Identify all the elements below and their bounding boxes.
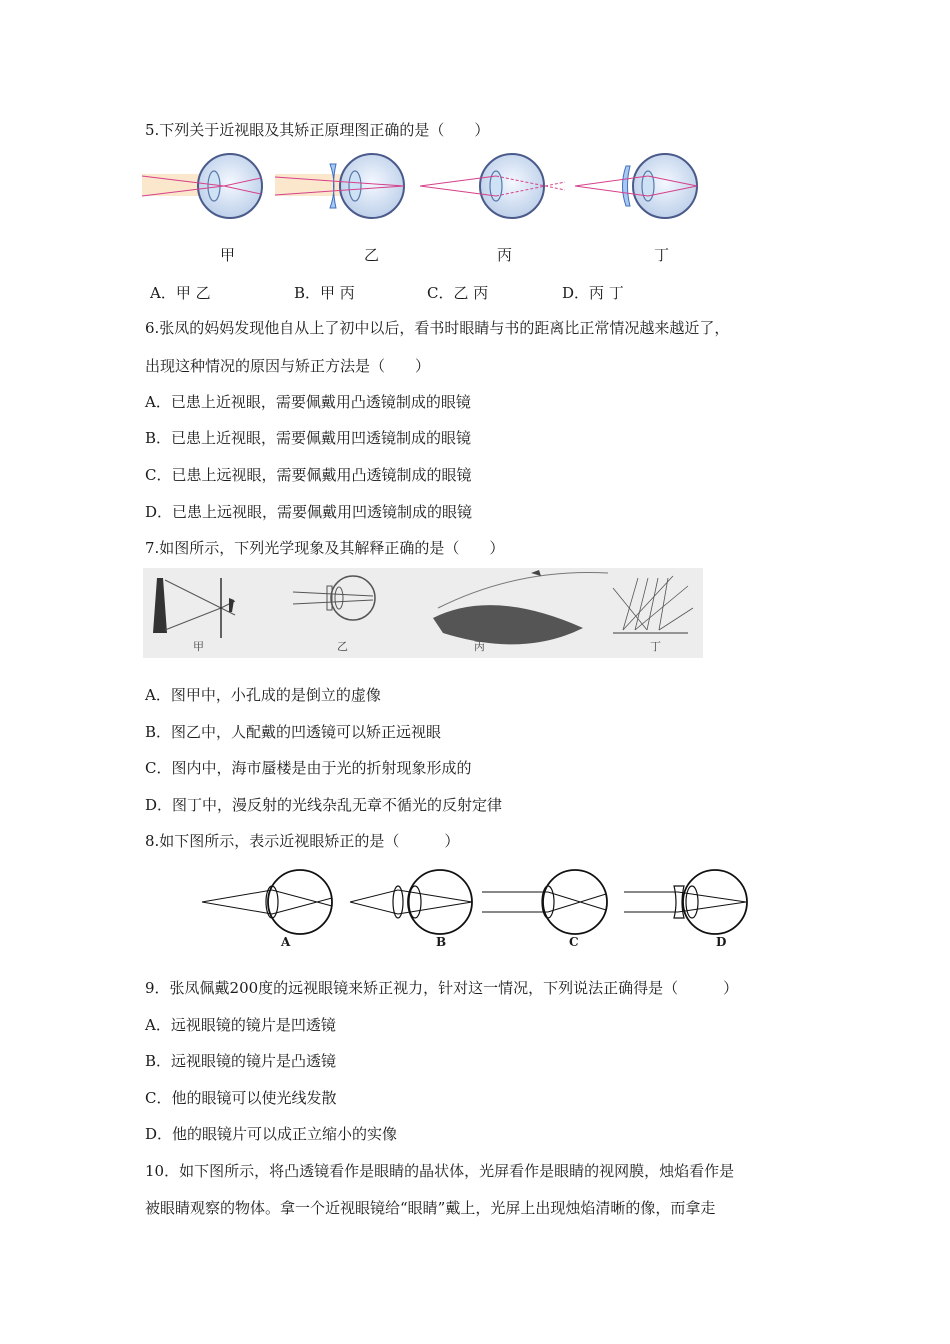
q8-figure (200, 868, 760, 938)
q5-option: A．甲 乙 (150, 284, 211, 302)
q8-eye-a (202, 870, 332, 934)
q5-option: B．甲 丙 (294, 284, 355, 302)
q8-eye-b (350, 870, 472, 934)
q6-stem-line2: 出现这种情况的原因与矫正方法是（ ） (145, 357, 431, 375)
q5-eye-bing (420, 154, 565, 218)
q5-eye-yi (275, 154, 404, 218)
q8-stem: 8.如下图所示，表示近视眼矫正的是（ ） (145, 832, 460, 850)
q9-option: D．他的眼镜片可以成正立缩小的实像 (145, 1125, 398, 1143)
q6-option: D．已患上远视眼，需要佩戴用凹透镜制成的眼镜 (145, 503, 473, 521)
q5-fig-label: 乙 (364, 246, 380, 264)
q9-option: B．远视眼镜的镜片是凸透镜 (145, 1052, 337, 1070)
q7-fig-label: 丙 (474, 640, 485, 653)
q5-option: C．乙 丙 (427, 284, 489, 302)
q7-option: A．图甲中，小孔成的是倒立的虚像 (145, 686, 381, 704)
q8-fig-label: C (569, 935, 579, 949)
q5-fig-label: 甲 (220, 246, 236, 264)
q8-eye-c (482, 870, 607, 934)
q9-option: C．他的眼镜可以使光线发散 (145, 1089, 337, 1107)
q5-eye-jia (142, 154, 262, 218)
q6-option: A．已患上近视眼，需要佩戴用凸透镜制成的眼镜 (145, 393, 471, 411)
q7-figure (143, 568, 703, 658)
q8-fig-label: B (436, 935, 447, 949)
q9-option: A．远视眼镜的镜片是凹透镜 (145, 1016, 336, 1034)
q10-line1: 10．如下图所示，将凸透镜看作是眼睛的晶状体，光屏看作是眼睛的视网膜，烛焰看作是 (145, 1162, 735, 1180)
q5-stem: 5.下列关于近视眼及其矫正原理图正确的是（ ） (145, 121, 490, 139)
q5-eye-ding (575, 154, 697, 218)
q8-eye-d (624, 870, 747, 934)
q7-option: D．图丁中，漫反射的光线杂乱无章不循光的反射定律 (145, 796, 503, 814)
q7-fig-label: 丁 (650, 640, 661, 653)
q8-fig-label: D (716, 935, 727, 949)
q5-option: D．丙 丁 (562, 284, 624, 302)
q5-figure (140, 150, 740, 230)
q5-fig-label: 丙 (497, 246, 513, 264)
q5-fig-label: 丁 (654, 246, 670, 264)
q7-fig-label: 甲 (193, 640, 204, 653)
q8-fig-label: A (281, 935, 291, 949)
q7-option: B．图乙中，人配戴的凹透镜可以矫正远视眼 (145, 723, 442, 741)
q7-fig-label: 乙 (337, 640, 348, 653)
q7-option: C．图内中，海市蜃楼是由于光的折射现象形成的 (145, 759, 472, 777)
q6-option: B．已患上近视眼，需要佩戴用凹透镜制成的眼镜 (145, 429, 472, 447)
q9-stem: 9．张凤佩戴200度的远视眼镜来矫正视力，针对这一情况，下列说法正确得是（ ） (145, 979, 739, 997)
q6-stem-line1: 6.张凤的妈妈发现他自从上了初中以后，看书时眼睛与书的距离比正常情况越来越近了， (145, 319, 730, 337)
q6-option: C．已患上远视眼，需要佩戴用凸透镜制成的眼镜 (145, 466, 472, 484)
q10-line2: 被眼睛观察的物体。拿一个近视眼镜给“眼睛”戴上，光屏上出现烛焰清晰的像，而拿走 (145, 1199, 716, 1217)
q7-stem: 7.如图所示，下列光学现象及其解释正确的是（ ） (145, 539, 505, 557)
